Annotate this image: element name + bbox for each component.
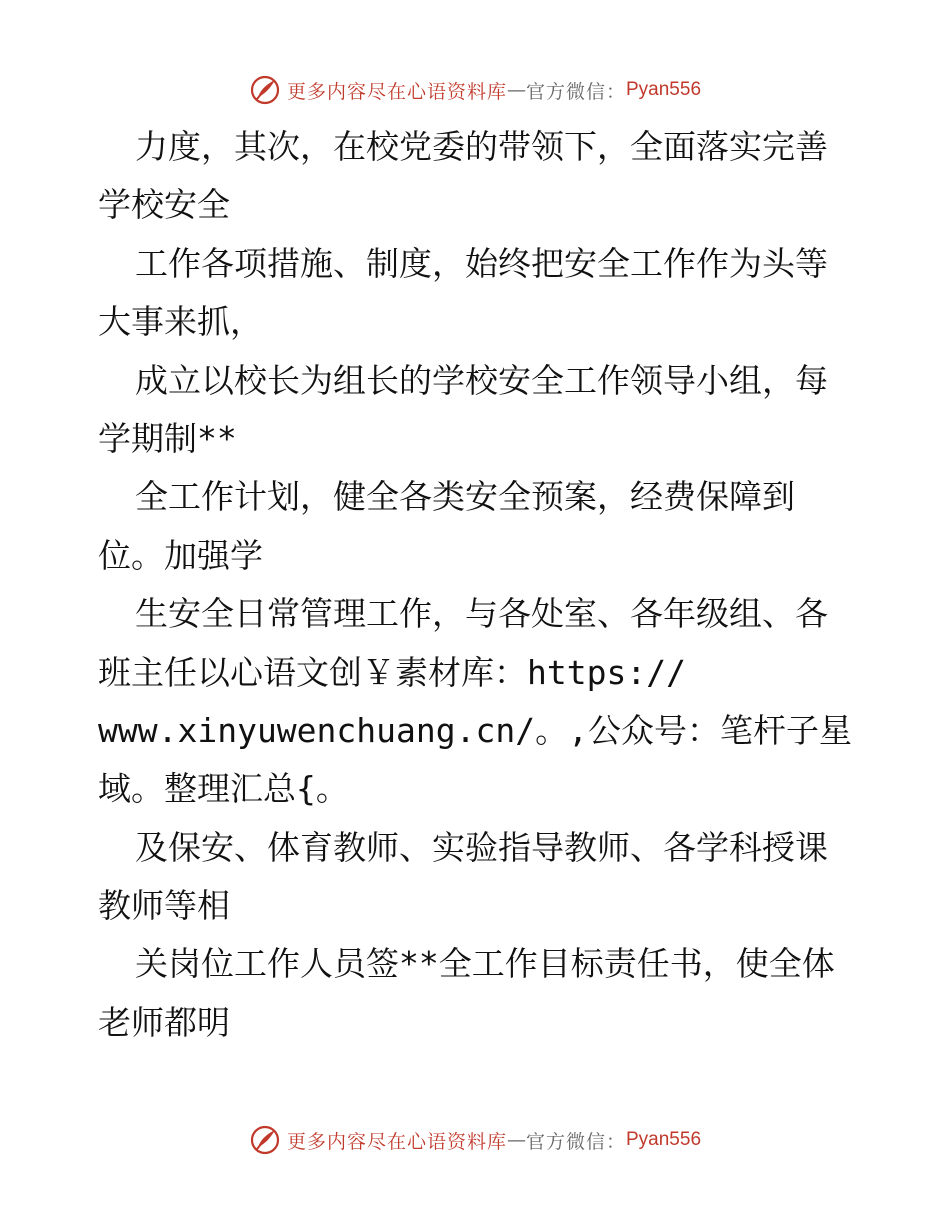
quill-logo-icon (249, 74, 281, 106)
body-line: 生安全日常管理工作，与各处室、各年级组、各 (135, 594, 828, 634)
banner-slogan: 更多内容尽在心语资料库 (286, 80, 507, 103)
quill-logo-icon (249, 1124, 281, 1156)
banner-wechat-label: 官方微信： (525, 80, 626, 103)
body-line: 工作各项措施、制度，始终把安全工作作为头等 (135, 243, 828, 283)
body-line: www.xinyuwenchuang.cn/。,公众号：笔杆子星 (98, 710, 852, 750)
body-line: 全工作计划，健全各类安全预案，经费保障到 (135, 477, 795, 517)
banner-slogan: 更多内容尽在心语资料库 (286, 1130, 507, 1153)
banner-separator: — (506, 79, 526, 101)
banner-wechat-id: Pyan556 (626, 1129, 702, 1150)
body-line: 班主任以心语文创￥素材库：https:// (98, 652, 686, 692)
header-banner (0, 70, 950, 110)
body-line: 位。加强学 (98, 535, 263, 575)
banner-wechat-id: Pyan556 (626, 79, 702, 100)
banner-separator: — (506, 1129, 526, 1151)
body-line: 成立以校长为组长的学校安全工作领导小组，每 (135, 360, 828, 400)
body-line: 关岗位工作人员签**全工作目标责任书，使全体 (135, 944, 835, 984)
document-body (98, 118, 858, 1052)
footer-banner (0, 1120, 950, 1160)
banner-wechat-label: 官方微信： (525, 1130, 626, 1153)
body-line: 学期制** (98, 418, 237, 458)
body-line: 教师等相 (98, 886, 230, 926)
body-line: 力度，其次，在校党委的带领下，全面落实完善 (135, 127, 828, 166)
body-line: 学校安全 (98, 185, 230, 225)
body-line: 老师都明 (98, 1002, 230, 1042)
body-line: 域。整理汇总{。 (98, 769, 349, 809)
body-line: 大事来抓， (98, 302, 263, 342)
body-line: 及保安、体育教师、实验指导教师、各学科授课 (135, 827, 828, 867)
